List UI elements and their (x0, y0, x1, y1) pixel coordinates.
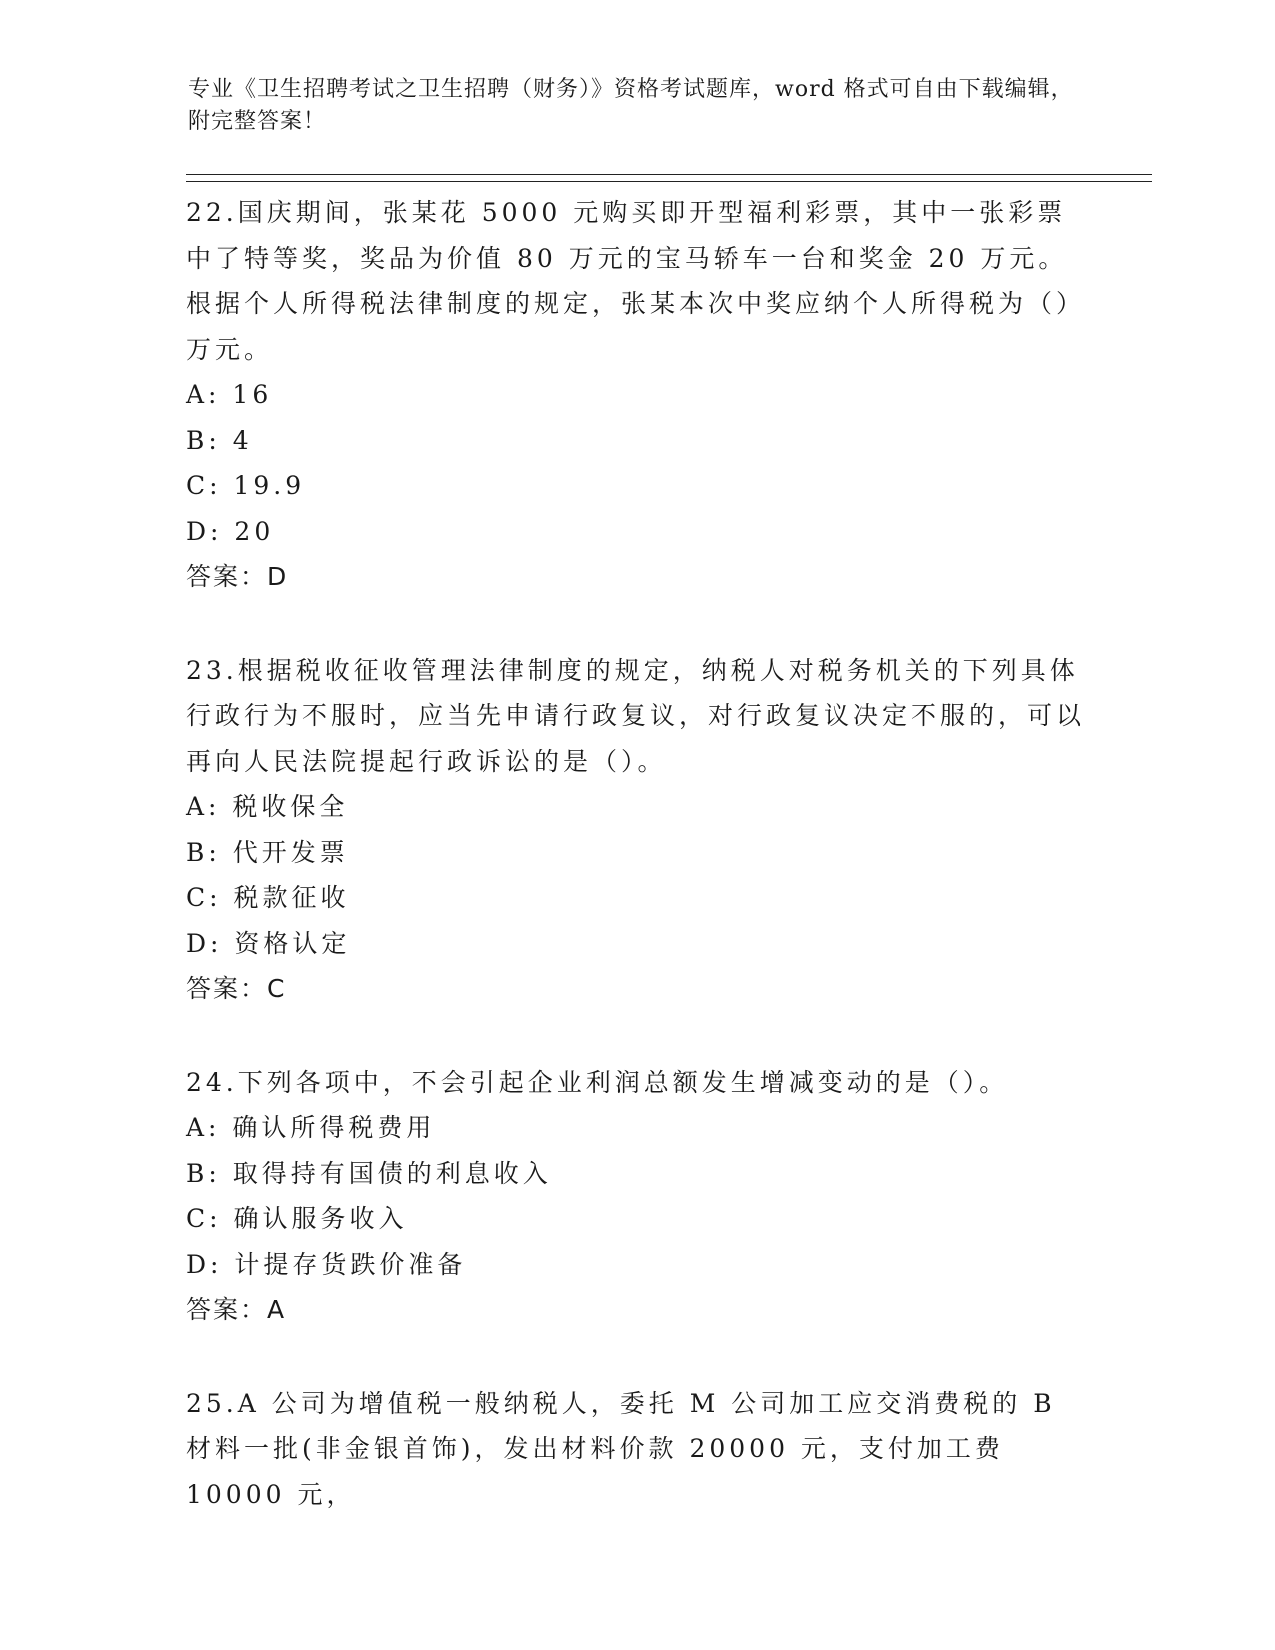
option-c: C: 19.9 (186, 471, 306, 500)
option-c: C: 确认服务收入 (186, 1204, 408, 1233)
option-b: B: 4 (186, 425, 253, 455)
question-text: 22.国庆期间，张某花 5000 元购买即开型福利彩票，其中一张彩票中了特等奖，奖品为价值 80 万元的宝马轿车一台和奖金 20 万元。根据个人所得税法律制度的规定，张某本次中奖应纳个人所得税为（）万元。 (186, 198, 1086, 364)
option-a: A: 税收保全 (186, 792, 349, 821)
question-text: 23.根据税收征收管理法律制度的规定，纳税人对税务机关的下列具体行政行为不服时，应当先申请行政复议，对行政复议决定不服的，可以再向人民法院提起行政诉讼的是（）。 (186, 655, 1086, 776)
question-list (186, 190, 1086, 1565)
option-a: A: 确认所得税费用 (186, 1113, 436, 1142)
option-c: C: 税款征收 (186, 883, 350, 912)
header-rule-top (186, 174, 1152, 175)
answer: 答案：D (186, 562, 289, 591)
question-23 (186, 648, 1086, 1012)
document-header: 专业《卫生招聘考试之卫生招聘（财务）》资格考试题库，word 格式可自由下载编辑，附完整答案！ (188, 77, 1074, 134)
option-b: B: 代开发票 (186, 837, 349, 867)
question-text: 25.A 公司为增值税一般纳税人，委托 M 公司加工应交消费税的 B 材料一批(非金银首饰)，发出材料价款 20000 元，支付加工费 10000 元， (186, 1388, 1056, 1509)
question-text: 24.下列各项中，不会引起企业利润总额发生增减变动的是（）。 (186, 1067, 1009, 1097)
option-d: D: 计提存货跌价准备 (186, 1249, 467, 1279)
option-b: B: 取得持有国债的利息收入 (186, 1158, 552, 1188)
header-rule-bottom (186, 181, 1152, 182)
answer: 答案：A (186, 1295, 287, 1324)
question-24 (186, 1060, 1086, 1333)
answer: 答案：C (186, 974, 287, 1003)
option-d: D: 20 (186, 516, 275, 546)
question-25 (186, 1381, 1086, 1518)
question-22 (186, 190, 1086, 600)
option-a: A: 16 (186, 380, 273, 409)
option-d: D: 资格认定 (186, 928, 351, 958)
